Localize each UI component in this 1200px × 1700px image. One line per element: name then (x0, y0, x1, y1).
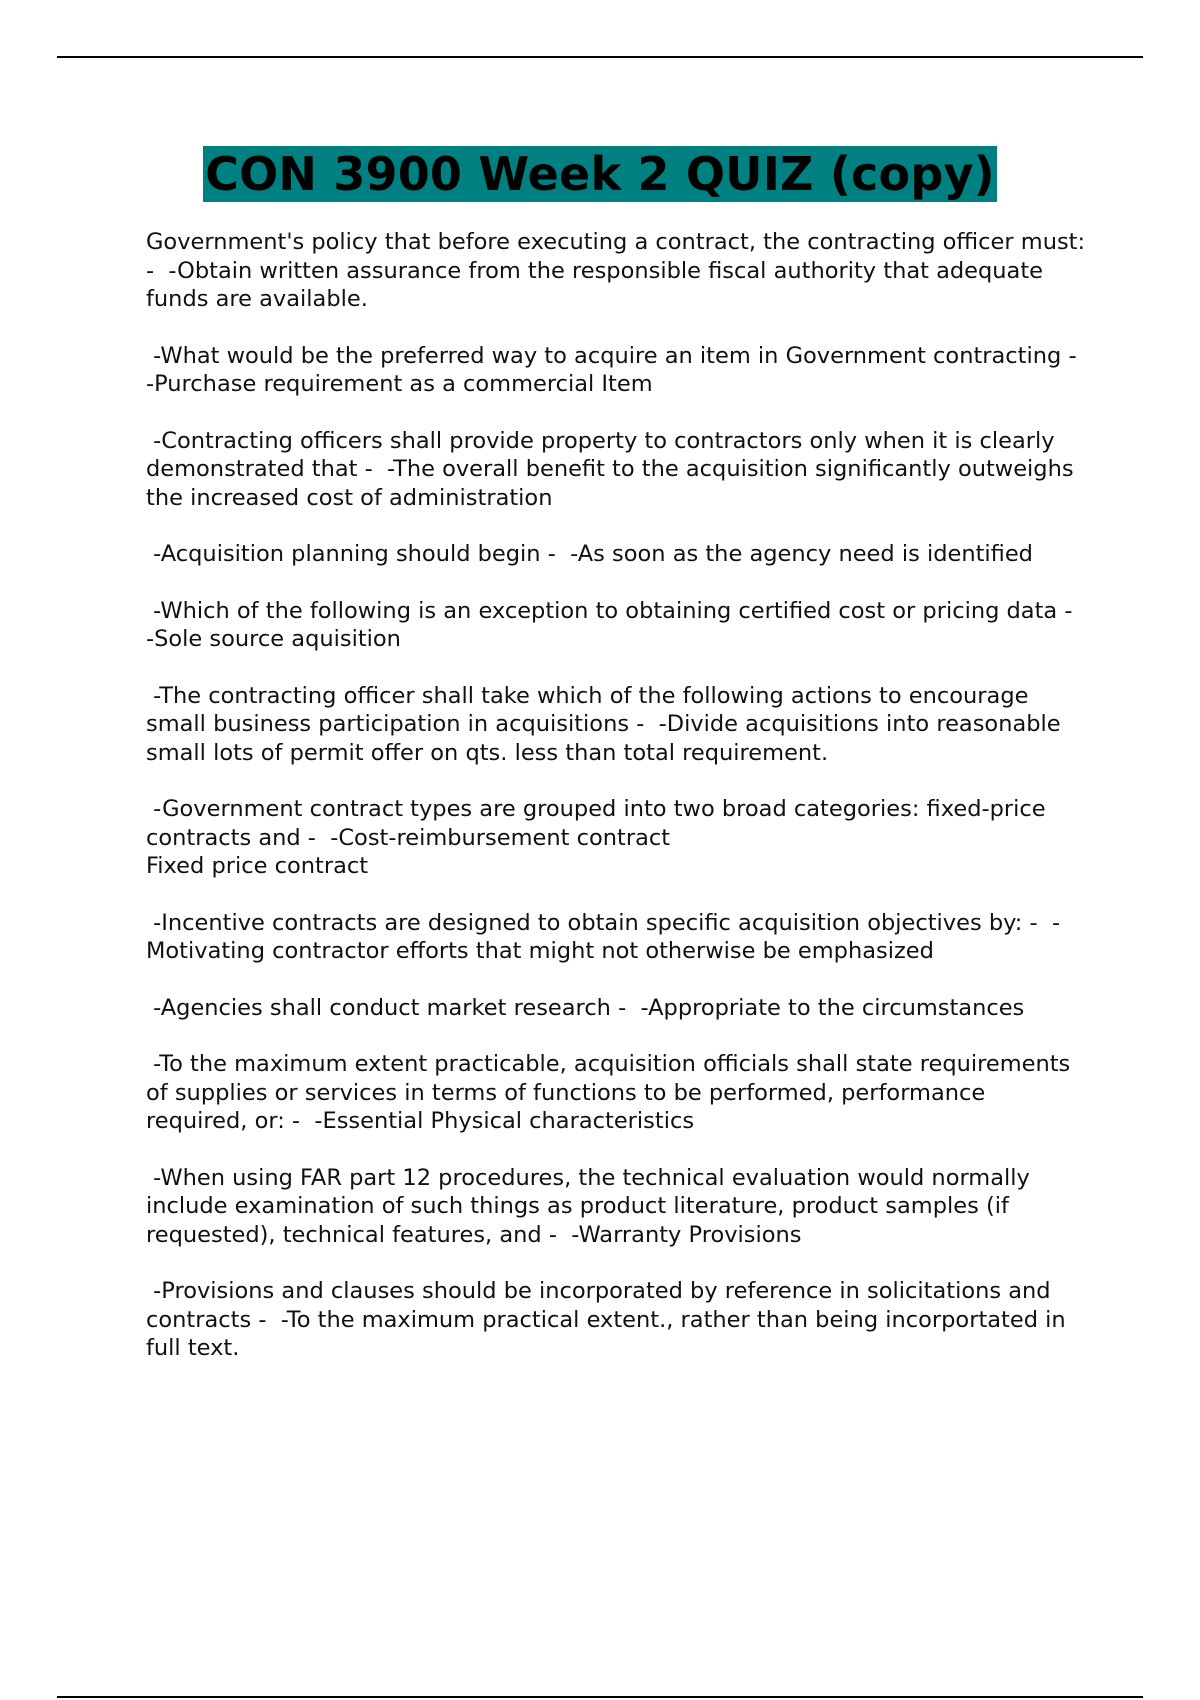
quiz-entry: Government's policy that before executing a contract, the contracting officer must: - -Obtain written assurance from the responsible fiscal authority that adequate funds are available. (146, 229, 1093, 312)
title-container (0, 146, 1200, 202)
quiz-entry: -Provisions and clauses should be incorporated by reference in solicitations and contracts - -To the maximum practical extent., rather than being incorportated in full text. (146, 1278, 1073, 1361)
quiz-entry: -Contracting officers shall provide property to contractors only when it is clearly demonstrated that - -The overall benefit to the acquisition significantly outweighs the increased cost of administration (146, 427, 1081, 511)
quiz-entry: -Which of the following is an exception to obtaining certified cost or pricing data - -Sole source aquisition (146, 597, 1087, 652)
quiz-entry: -Acquisition planning should begin - -As soon as the agency need is identified (146, 541, 1033, 567)
top-divider (57, 56, 1143, 58)
bottom-divider (57, 1696, 1143, 1698)
quiz-entry: -Agencies shall conduct market research - -Appropriate to the circumstances (146, 994, 1025, 1021)
quiz-content (146, 228, 1093, 1391)
quiz-entry: -When using FAR part 12 procedures, the technical evaluation would normally include examination of such things as product literature, product samples (if requested), technical features, and - -Warranty Provisions (146, 1164, 1037, 1248)
quiz-entry: -Government contract types are grouped into two broad categories: fixed-price contracts and - -Cost-reimbursement contract Fixed price contract (146, 796, 1046, 879)
quiz-entry: -Incentive contracts are designed to obtain specific acquisition objectives by: - -Motivating contractor efforts that might not otherwise be emphasized (146, 909, 1061, 964)
quiz-entry: -The contracting officer shall take which of the following actions to encourage small business participation in acquisitions - -Divide acquisitions into reasonable small lots of permit offer on qts. less than total requirement. (146, 682, 1068, 766)
quiz-entry: -To the maximum extent practicable, acquisition officials shall state requirements of supplies or services in terms of functions to be performed, performance required, or: - -Essential Physical characteristics (146, 1051, 1078, 1134)
quiz-entry: -What would be the preferred way to acquire an item in Government contracting - -Purchase requirement as a commercial Item (146, 342, 1091, 397)
document-title: CON 3900 Week 2 QUIZ (copy) (205, 147, 995, 201)
